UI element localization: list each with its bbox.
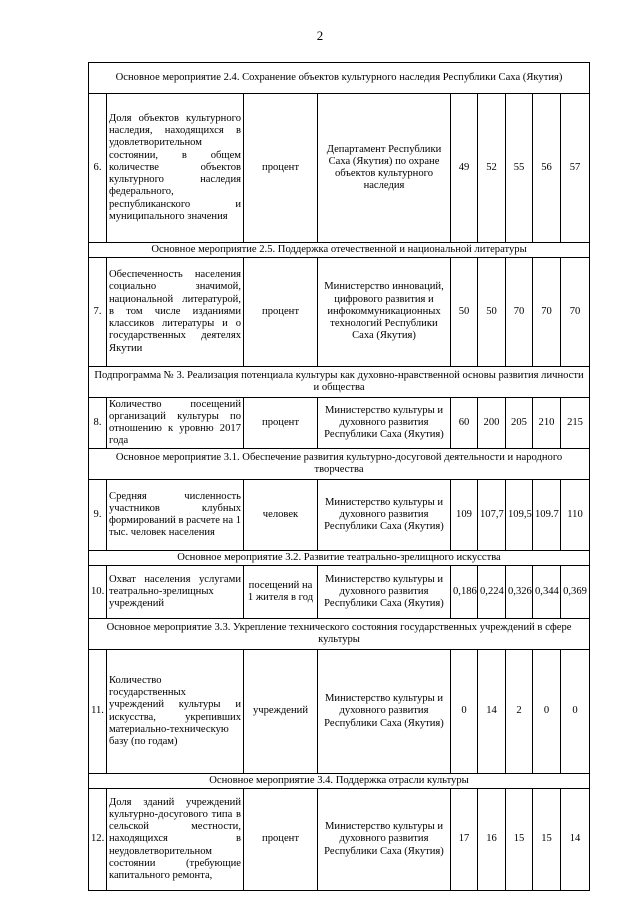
section-title: Основное мероприятие 3.1. Обеспечение развития культурно-досуговой деятельности и народного творчества	[89, 449, 590, 480]
value-cell: 109	[451, 480, 478, 551]
value-cell: 107,7	[478, 480, 506, 551]
section-row	[89, 774, 590, 789]
value-cell: 215	[561, 398, 590, 449]
row-number: 12.	[89, 789, 107, 891]
page-number: 2	[316, 28, 324, 43]
value-cell: 0,224	[478, 566, 506, 619]
table-row	[89, 650, 590, 774]
indicators-table	[88, 62, 590, 891]
section-title: Основное мероприятие 2.5. Поддержка отечественной и национальной литературы	[89, 243, 590, 258]
value-cell: 210	[533, 398, 561, 449]
value-cell: 70	[533, 258, 561, 367]
section-row	[89, 619, 590, 650]
value-cell: 14	[561, 789, 590, 891]
responsible-body: Министерство культуры и духовного развития Республики Саха (Якутия)	[318, 480, 451, 551]
responsible-body: Министерство культуры и духовного развития Республики Саха (Якутия)	[318, 650, 451, 774]
value-cell: 110	[561, 480, 590, 551]
unit-of-measure: процент	[244, 398, 318, 449]
indicator-name: Обеспеченность населения социально значимой, национальной литературой, в том числе изданиями классиков литературы и о государственных деятелях Якутии	[107, 258, 244, 367]
value-cell: 109,5	[506, 480, 533, 551]
value-cell: 15	[533, 789, 561, 891]
value-cell: 14	[478, 650, 506, 774]
value-cell: 205	[506, 398, 533, 449]
row-number: 6.	[89, 94, 107, 243]
indicator-name: Доля объектов культурного наследия, находящихся в удовлетворительном состоянии, в общем количестве объектов культурного наследия федерального, республиканского и муниципального значения	[107, 94, 244, 243]
indicator-name: Количество посещений организаций культуры по отношению к уровню 2017 года	[107, 398, 244, 449]
row-number: 9.	[89, 480, 107, 551]
indicator-name: Доля зданий учреждений культурно-досугового типа в сельской местности, находящихся в неудовлетворительном состоянии (требующие капитального ремонта,	[107, 789, 244, 891]
section-row	[89, 63, 590, 94]
unit-of-measure: посещений на 1 жителя в год	[244, 566, 318, 619]
unit-of-measure: учреждений	[244, 650, 318, 774]
section-title: Основное мероприятие 3.3. Укрепление технического состояния государственных учреждений в сфере культуры	[89, 619, 590, 650]
unit-of-measure: процент	[244, 789, 318, 891]
row-number: 7.	[89, 258, 107, 367]
value-cell: 17	[451, 789, 478, 891]
value-cell: 0,344	[533, 566, 561, 619]
table-row	[89, 94, 590, 243]
value-cell: 56	[533, 94, 561, 243]
value-cell: 0,369	[561, 566, 590, 619]
unit-of-measure: процент	[244, 258, 318, 367]
value-cell: 50	[478, 258, 506, 367]
responsible-body: Министерство инноваций, цифрового развития и инфокоммуникационных технологий Республики Саха (Якутия)	[318, 258, 451, 367]
indicator-name: Охват населения услугами театрально-зрелищных учреждений	[107, 566, 244, 619]
unit-of-measure: человек	[244, 480, 318, 551]
section-row	[89, 367, 590, 398]
responsible-body: Министерство культуры и духовного развития Республики Саха (Якутия)	[318, 566, 451, 619]
value-cell: 0	[561, 650, 590, 774]
section-row	[89, 243, 590, 258]
value-cell: 0,326	[506, 566, 533, 619]
value-cell: 49	[451, 94, 478, 243]
section-row	[89, 551, 590, 566]
table-row	[89, 258, 590, 367]
value-cell: 15	[506, 789, 533, 891]
unit-of-measure: процент	[244, 94, 318, 243]
value-cell: 57	[561, 94, 590, 243]
value-cell: 0	[533, 650, 561, 774]
row-number: 8.	[89, 398, 107, 449]
value-cell: 0,186	[451, 566, 478, 619]
section-title: Подпрограмма № 3. Реализация потенциала культуры как духовно-нравственной основы развития личности и общества	[89, 367, 590, 398]
value-cell: 55	[506, 94, 533, 243]
value-cell: 0	[451, 650, 478, 774]
indicator-name: Средняя численность участников клубных формирований в расчете на 1 тыс. человек населения	[107, 480, 244, 551]
value-cell: 70	[506, 258, 533, 367]
section-title: Основное мероприятие 3.4. Поддержка отрасли культуры	[89, 774, 590, 789]
table-row	[89, 789, 590, 891]
section-title: Основное мероприятие 3.2. Развитие театрально-зрелищного искусства	[89, 551, 590, 566]
row-number: 10.	[89, 566, 107, 619]
section-title: Основное мероприятие 2.4. Сохранение объектов культурного наследия Республики Саха (Якутия)	[89, 63, 590, 94]
value-cell: 16	[478, 789, 506, 891]
row-number: 11.	[89, 650, 107, 774]
value-cell: 200	[478, 398, 506, 449]
responsible-body: Департамент Республики Саха (Якутия) по охране объектов культурного наследия	[318, 94, 451, 243]
section-row	[89, 449, 590, 480]
value-cell: 2	[506, 650, 533, 774]
value-cell: 50	[451, 258, 478, 367]
table-row	[89, 480, 590, 551]
value-cell: 70	[561, 258, 590, 367]
value-cell: 60	[451, 398, 478, 449]
indicator-name: Количество государственных учреждений культуры и искусства, укрепивших материально-техническую базу (по годам)	[107, 650, 244, 774]
table-row	[89, 398, 590, 449]
value-cell: 109.7	[533, 480, 561, 551]
responsible-body: Министерство культуры и духовного развития Республики Саха (Якутия)	[318, 789, 451, 891]
table-row	[89, 566, 590, 619]
responsible-body: Министерство культуры и духовного развития Республики Саха (Якутия)	[318, 398, 451, 449]
value-cell: 52	[478, 94, 506, 243]
